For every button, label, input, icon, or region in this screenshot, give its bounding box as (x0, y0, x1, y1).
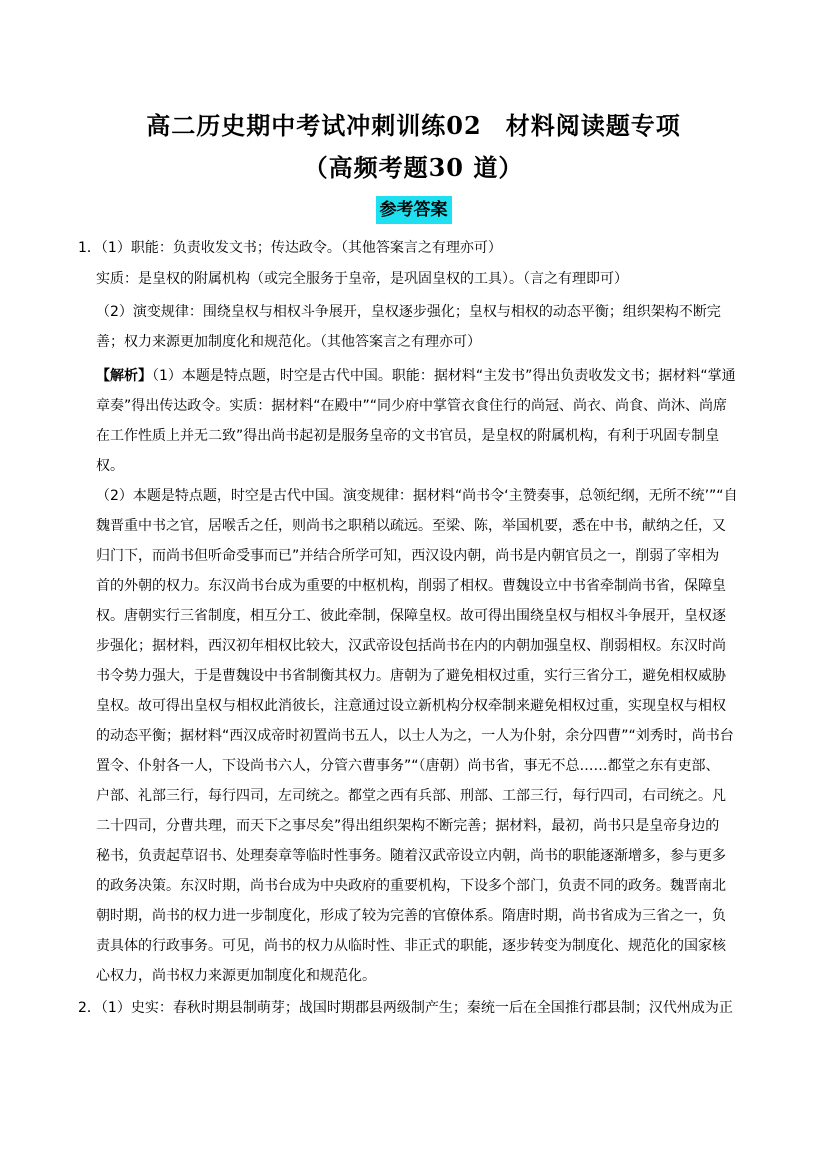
q1-analysis-line-18: 的政务决策。东汉时期，尚书台成为中央政府的重要机构，下设多个部门，负责不同的政务。魏晋南北 (96, 878, 726, 894)
q1-analysis-line-21: 心权力，尚书权力来源更加制度化和规范化。 (96, 968, 376, 984)
q1-analysis-line-1: 【解析】（1）本题是特点题，时空是古代中国。职能：据材料“主发书”得出负责收发文书；据材料“掌通 (96, 368, 736, 384)
q1-analysis-line-14: 置令、仆射各一人，下设尚书六人，分管六曹事务”“（唐朝）尚书省，事无不总……都堂之东有吏部、 (96, 758, 720, 774)
q1-analysis-line-5: （2）本题是特点题，时空是古代中国。演变规律：据材料“尚书令‘主赞奏事，总领纪纲，无所不统’”“自 (96, 488, 738, 504)
q1-analysis-line-10: 步强化；据材料，西汉初年相权比较大，汉武帝设包括尚书在内的内朝加强皇权、削弱相权。东汉时尚 (96, 638, 726, 654)
q1-analysis-line-17: 秘书，负责起草诏书、处理奏章等临时性事务。随着汉武帝设立内朝，尚书的职能逐渐增多，参与更多 (96, 848, 726, 864)
q1-analysis-line-9: 权。唐朝实行三省制度，相互分工、彼此牵制，保障皇权。故可得出围绕皇权与相权斗争展开，皇权逐 (96, 608, 726, 624)
q1-line-4: 善；权力来源更加制度化和规范化。（其他答案言之有理亦可） (96, 334, 481, 350)
q1-number: 1． (78, 240, 101, 256)
page-title (0, 106, 827, 141)
q2-number: 2． (78, 1000, 101, 1016)
q1-analysis-line-15: 户部、礼部三行，每行四司，左司统之。都堂之西有兵部、刑部、工部三行，每行四司，右司统之。凡 (96, 788, 726, 804)
q1-analysis-line-16: 二十四司，分曹共理，而天下之事尽矣”得出组织架构不断完善；据材料，最初，尚书只是皇帝身边的 (96, 818, 720, 834)
q1-analysis-line-3: 在工作性质上并无二致”得出尚书起初是服务皇帝的文书官员，是皇权的附属机构，有利于巩固专制皇 (96, 428, 720, 444)
q1-line-2: 实质：是皇权的附属机构（或完全服务于皇帝，是巩固皇权的工具）。（言之有理即可） (96, 271, 628, 287)
q1-analysis-line-4: 权。 (96, 458, 124, 474)
answer-badge: 参考答案 (376, 196, 452, 224)
q1-analysis-line-6: 魏晋重中书之官，居喉舌之任，则尚书之职稍以疏远。至梁、陈，举国机要，悉在中书，献纳之任，又 (96, 518, 726, 534)
q1-line-1: 1．（1）职能：负责收发文书；传达政令。（其他答案言之有理亦可） (78, 240, 502, 256)
q1-analysis-line-8: 首的外朝的权力。东汉尚书台成为重要的中枢机构，削弱了相权。曹魏设立中书省牵制尚书省，保障皇 (96, 578, 726, 594)
q1-analysis-line-7: 归门下，而尚书但听命受事而已”并结合所学可知，西汉设内朝，尚书是内朝官员之一，削弱了宰相为 (96, 548, 720, 564)
title-part-2: 材料阅读题专项 (505, 111, 681, 140)
q2-line-1: 2．（1）史实：春秋时期县制萌芽；战国时期郡县两级制产生；秦统一后在全国推行郡县制；汉代州成为正 (78, 1000, 733, 1016)
title-part-1: 高二历史期中考试冲刺训练02 (146, 111, 482, 140)
q1-analysis-line-20: 责具体的行政事务。可见，尚书的权力从临时性、非正式的职能，逐步转变为制度化、规范化的国家核 (96, 938, 726, 954)
analysis-tag: 【解析】 (96, 368, 152, 384)
q1-line-3: （2）演变规律：围绕皇权与相权斗争展开，皇权逐步强化；皇权与相权的动态平衡；组织架构不断完 (96, 304, 721, 320)
q1-analysis-line-19: 朝时期，尚书的权力进一步制度化，形成了较为完善的官僚体系。隋唐时期，尚书省成为三省之一，负 (96, 908, 726, 924)
q1-analysis-line-12: 皇权。故可得出皇权与相权此消彼长，注意通过设立新机构分权牵制来避免相权过重，实现皇权与相权 (96, 698, 726, 714)
q1-analysis-line-13: 的动态平衡；据材料“西汉成帝时初置尚书五人，以士人为之，一人为仆射，余分四曹”“刘秀时，尚书台 (96, 728, 734, 744)
q1-analysis-line-11: 书令势力强大，于是曹魏设中书省制衡其权力。唐朝为了避免相权过重，实行三省分工，避免相权威胁 (96, 668, 726, 684)
page-subtitle: （高频考题30 道） (303, 153, 524, 182)
q1-analysis-line-2: 章奏”得出传达政令。实质：据材料“在殿中”“同少府中掌管衣食住行的尚冠、尚衣、尚食、尚沐、尚席 (96, 398, 728, 414)
